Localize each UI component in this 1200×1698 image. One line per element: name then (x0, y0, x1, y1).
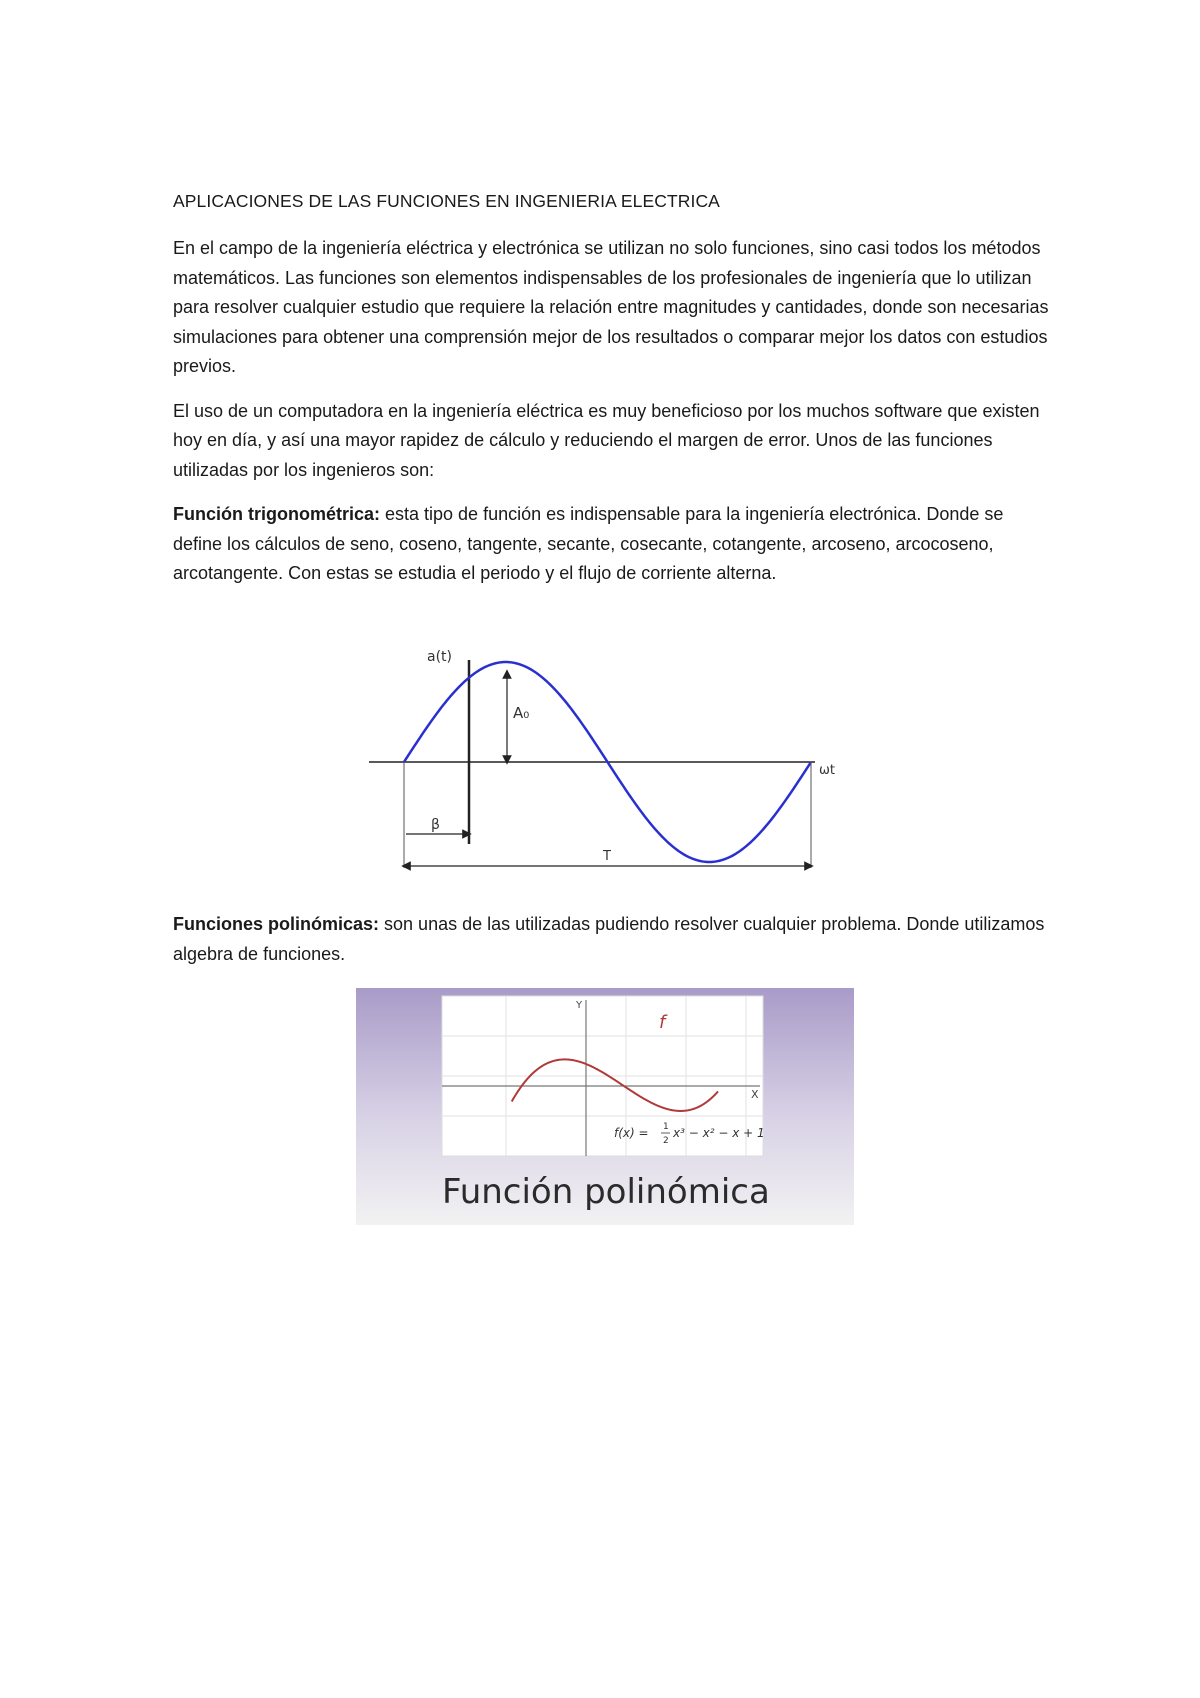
fraction-numerator: 1 (663, 1122, 669, 1132)
polynomial-figure (356, 988, 854, 1225)
paragraph-computers: El uso de un computadora en la ingeniería eléctrica es muy beneficioso por los muchos software que existen hoy en día, y así una mayor rapidez de cálculo y reduciendo el margen de error. Unos de las funciones utilizadas por los ingenieros son: (173, 400, 1040, 480)
paragraph-poly (173, 910, 1053, 969)
document-body (173, 190, 1053, 604)
y-axis-label: Y (576, 1000, 583, 1011)
amplitude-label: A₀ (513, 704, 530, 722)
x-axis-label: X (751, 1088, 759, 1101)
trig-text: esta tipo de función es indispensable para la ingeniería electrónica. Donde se define los cálculos de seno, coseno, tangente, secante, cosecante, cotangente, arcoseno, arcocoseno, arcotangente. Con estas se estudia el periodo y el flujo de corriente alterna. (173, 504, 1004, 583)
paragraph-intro: En el campo de la ingeniería eléctrica y electrónica se utilizan no solo funciones, sino casi todos los métodos matemáticos. Las funciones son elementos indispensables de los profesionales de ingeniería que lo utilizan para resolver cualquier estudio que requiere la relación entre magnitudes y cantidades, donde son necesarias simulaciones para obtener una comprensión mejor de los resultados o comparar mejor los datos con estudios previos. (173, 238, 1049, 376)
sine-wave-figure (365, 648, 855, 876)
formula-left: f(x) = (614, 1126, 649, 1140)
poly-text: son unas de las utilizadas pudiendo resolver cualquier problema. Donde utilizamos algebra de funciones. (173, 914, 1045, 964)
y-label: a(t) (427, 649, 452, 665)
period-label: T (603, 849, 611, 864)
document-title: APLICACIONES DE LAS FUNCIONES EN INGENIERIA ELECTRICA (173, 191, 720, 211)
figure-caption: Función polinómica (442, 1172, 770, 1212)
x-label: ωt (819, 763, 835, 778)
formula-right: x³ − x² − x + 1 (673, 1126, 765, 1140)
paragraph-trig (173, 500, 1053, 589)
poly-heading: Funciones polinómicas: (173, 914, 380, 934)
fraction-denominator: 2 (663, 1136, 669, 1146)
trig-heading: Función trigonométrica: (173, 504, 380, 524)
document-body-2 (173, 910, 1053, 984)
phase-label: β (431, 817, 440, 833)
curve-label: f (659, 1012, 666, 1033)
